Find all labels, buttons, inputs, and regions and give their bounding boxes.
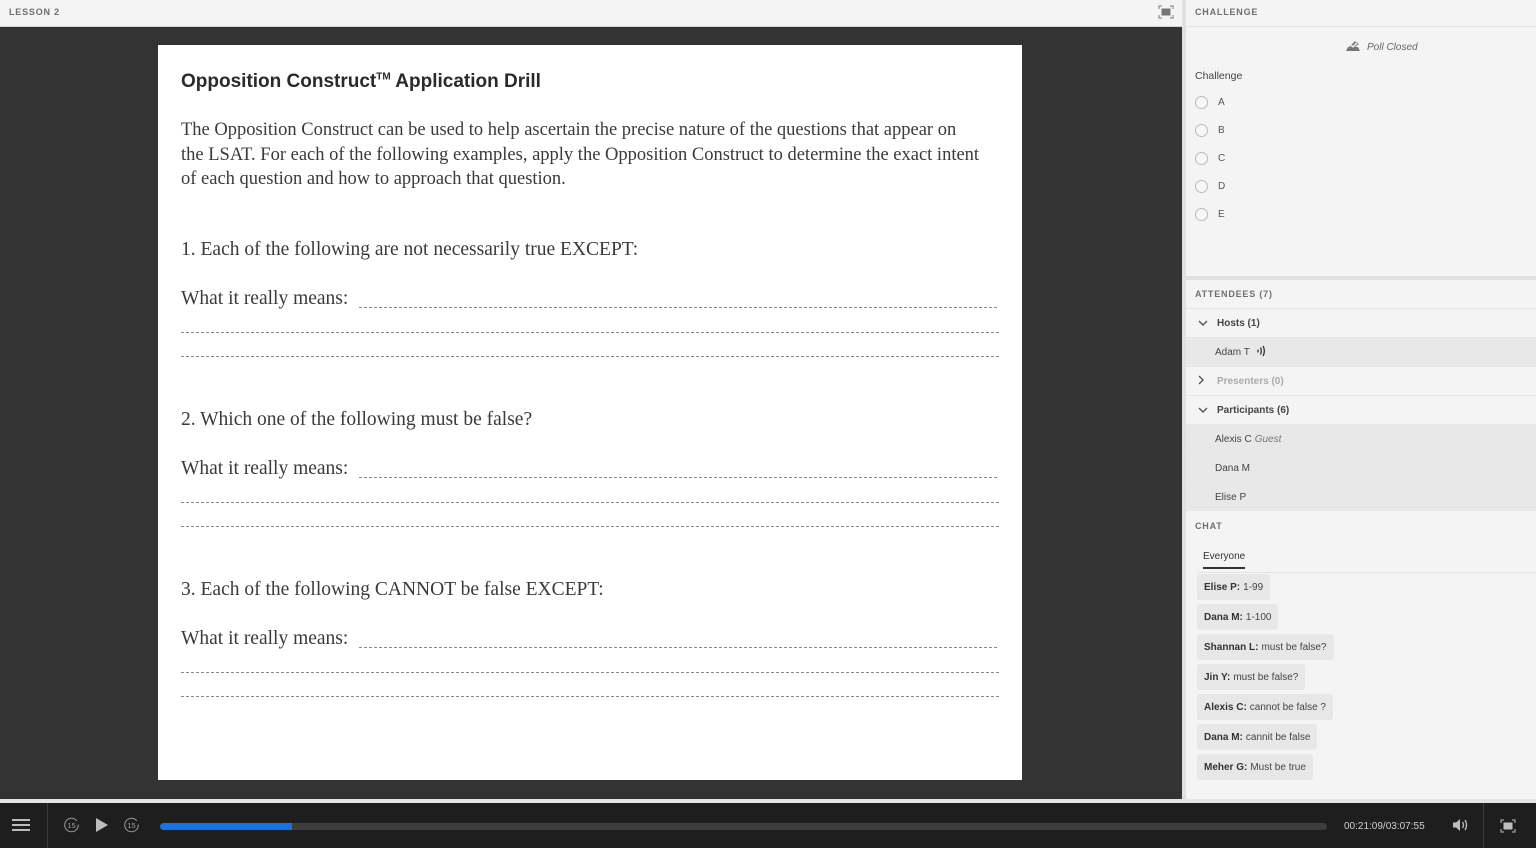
play-button[interactable] — [95, 817, 109, 838]
poll-option-b[interactable] — [1195, 124, 1225, 137]
chevron-right-icon — [1198, 375, 1212, 388]
chat-message — [1197, 664, 1305, 690]
message-text: Must be true — [1250, 761, 1306, 773]
radio-icon[interactable] — [1195, 208, 1208, 221]
title-main: Opposition Construct — [181, 71, 377, 92]
svg-text:15: 15 — [127, 820, 136, 830]
tab-everyone[interactable]: Everyone — [1203, 551, 1245, 569]
attendee-role: Guest — [1254, 433, 1282, 445]
radio-icon[interactable] — [1195, 124, 1208, 137]
document-title — [181, 71, 541, 93]
answer-line — [181, 696, 999, 697]
answer-line — [181, 672, 999, 673]
poll-closed-icon — [1345, 40, 1361, 55]
attendee-name: Elise P — [1215, 491, 1247, 503]
playback-bar — [0, 799, 1536, 848]
answer-line — [181, 502, 999, 503]
seek-bar-progress — [160, 823, 292, 830]
answer-line — [359, 647, 997, 648]
volume-icon — [1452, 818, 1470, 832]
attendee-host[interactable] — [1186, 338, 1536, 367]
skip-forward-button[interactable] — [123, 816, 140, 838]
answer-line — [359, 307, 997, 308]
message-text: must be false? — [1261, 641, 1327, 653]
trademark: TM — [376, 71, 391, 83]
answer-line — [181, 526, 999, 527]
challenge-pod — [1186, 0, 1536, 276]
play-icon — [95, 817, 109, 833]
divider — [1483, 803, 1484, 848]
fullscreen-button[interactable] — [1500, 819, 1516, 838]
message-sender: Meher G: — [1204, 761, 1248, 773]
answer-line — [181, 356, 999, 357]
chat-header: CHAT — [1195, 521, 1223, 531]
poll-option-c[interactable] — [1195, 152, 1225, 165]
attendee-participant[interactable] — [1186, 483, 1536, 511]
message-text: cannit be false — [1245, 731, 1311, 743]
chat-message — [1197, 694, 1333, 720]
radio-icon[interactable] — [1195, 96, 1208, 109]
shared-document — [158, 45, 1022, 780]
question-2: 2. Which one of the following must be false? — [181, 409, 533, 430]
option-label: A — [1218, 97, 1225, 108]
group-presenters[interactable] — [1186, 367, 1536, 396]
option-label: D — [1218, 181, 1226, 192]
attendee-participant[interactable] — [1186, 454, 1536, 483]
question-1-prompt: What it really means: — [181, 288, 349, 309]
group-label: Participants (6) — [1217, 404, 1290, 416]
message-sender: Dana M: — [1204, 731, 1243, 743]
stage-header — [0, 0, 1182, 27]
answer-line — [359, 477, 997, 478]
share-pod — [0, 27, 1182, 799]
message-sender: Elise P: — [1204, 581, 1241, 593]
option-label: B — [1218, 125, 1225, 136]
group-participants[interactable] — [1186, 396, 1536, 425]
svg-text:15: 15 — [67, 820, 76, 830]
attendee-name: Dana M — [1215, 462, 1251, 474]
chat-message — [1197, 574, 1270, 600]
rewind-15-icon — [63, 816, 80, 833]
challenge-header: CHALLENGE — [1186, 0, 1536, 27]
answer-line — [181, 332, 999, 333]
title-suffix: Application Drill — [390, 71, 541, 92]
question-3-prompt: What it really means: — [181, 628, 349, 649]
option-label: C — [1218, 153, 1226, 164]
question-1: 1. Each of the following are not necessarily true EXCEPT: — [181, 239, 639, 260]
poll-status-label: Poll Closed — [1367, 42, 1418, 53]
playback-time: 00:21:09/03:07:55 — [1344, 821, 1425, 832]
message-text: must be false? — [1233, 671, 1299, 683]
document-intro: The Opposition Construct can be used to help ascertain the precise nature of the questions that appear on the LSAT. For each of the following examples, apply the Opposition Construct to determine the exact intent of each question and how to approach that question. — [181, 120, 980, 189]
attendee-participant[interactable] — [1186, 425, 1536, 454]
fullscreen-icon — [1500, 819, 1516, 833]
question-2-prompt: What it really means: — [181, 458, 349, 479]
poll-option-e[interactable] — [1195, 208, 1225, 221]
attendee-name: Adam T — [1215, 346, 1250, 358]
message-text: 1-99 — [1243, 581, 1264, 593]
attendees-header: ATTENDEES (7) — [1186, 280, 1536, 309]
chat-message — [1197, 754, 1313, 780]
radio-icon[interactable] — [1195, 152, 1208, 165]
seek-bar[interactable] — [160, 823, 1327, 830]
poll-status — [1345, 40, 1418, 55]
chat-pod — [1186, 511, 1536, 799]
poll-question: Challenge — [1195, 70, 1243, 82]
group-label: Presenters (0) — [1217, 375, 1284, 387]
skip-back-button[interactable] — [63, 816, 80, 838]
menu-icon[interactable] — [12, 819, 30, 833]
message-sender: Dana M: — [1204, 611, 1243, 623]
option-label: E — [1218, 209, 1225, 220]
message-text: cannot be false ? — [1249, 701, 1326, 713]
chat-message — [1197, 634, 1334, 660]
chevron-down-icon — [1198, 405, 1212, 416]
fullscreen-icon[interactable] — [1158, 5, 1174, 19]
chat-message — [1197, 724, 1317, 750]
attendee-name: Alexis C — [1215, 433, 1252, 445]
message-sender: Shannan L: — [1204, 641, 1259, 653]
message-sender: Jin Y: — [1204, 671, 1231, 683]
attendees-pod — [1186, 280, 1536, 511]
message-text: 1-100 — [1245, 611, 1272, 623]
poll-option-d[interactable] — [1195, 180, 1225, 193]
speaking-icon — [1256, 345, 1266, 360]
group-hosts[interactable] — [1186, 309, 1536, 338]
divider — [47, 803, 48, 848]
forward-15-icon — [123, 816, 140, 833]
divider — [1198, 572, 1536, 573]
radio-icon[interactable] — [1195, 180, 1208, 193]
volume-button[interactable] — [1452, 818, 1470, 837]
poll-option-a[interactable] — [1195, 96, 1225, 109]
right-panel — [1182, 0, 1536, 799]
lesson-title: LESSON 2 — [9, 7, 60, 17]
chevron-down-icon — [1198, 318, 1212, 329]
question-3: 3. Each of the following CANNOT be false EXCEPT: — [181, 579, 604, 600]
chat-message — [1197, 604, 1278, 630]
message-sender: Alexis C: — [1204, 701, 1247, 713]
group-label: Hosts (1) — [1217, 317, 1260, 329]
